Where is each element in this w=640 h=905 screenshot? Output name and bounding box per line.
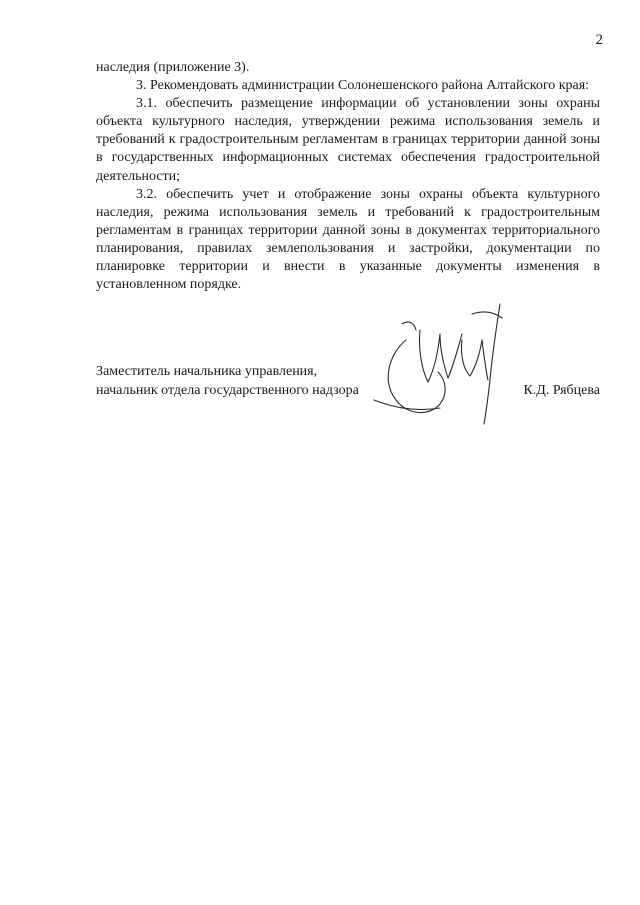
- signature-stroke-start: [402, 322, 416, 330]
- signer-position-line-1: Заместитель начальника управления,: [96, 364, 318, 379]
- signature-stroke-loop: [388, 340, 445, 413]
- signature-stroke-tail: [374, 400, 440, 410]
- signer-name: К.Д. Рябцева: [523, 383, 600, 398]
- handwritten-signature: [368, 300, 518, 428]
- signature-block: [96, 362, 600, 400]
- paragraph-item-3-2: 3.2. обеспечить учет и отображение зоны охраны объекта культурного наследия, режима использования земель и требований к градостроительным регламентам в границах территории данной зоны в документах территориального планирования, правилах землепользования и застройки, документации по планировке территории и внести в указанные документы изменения в установленном порядке.: [96, 186, 600, 293]
- page-number: 2: [595, 32, 603, 48]
- signature-stroke-second-letter: [461, 340, 488, 380]
- signer-position-line-2: начальник отдела государственного надзора: [96, 383, 359, 398]
- paragraph-item-3: 3. Рекомендовать администрации Солонешенского района Алтайского края:: [136, 78, 590, 94]
- paragraph-item-3-1: 3.1. обеспечить размещение информации об установлении зоны охраны объекта культурного наследия, утверждении режима использования земель и требований к градостроительным регламентам в границах территории данной зоны в государственных информационных системах обеспечения градостроительной деятельности;: [96, 96, 600, 184]
- signature-stroke-first-letter: [419, 330, 462, 382]
- signature-stroke-tall-letter: [484, 304, 500, 424]
- paragraph-continuation: наследия (приложение 3).: [96, 60, 250, 75]
- document-body: [96, 59, 600, 294]
